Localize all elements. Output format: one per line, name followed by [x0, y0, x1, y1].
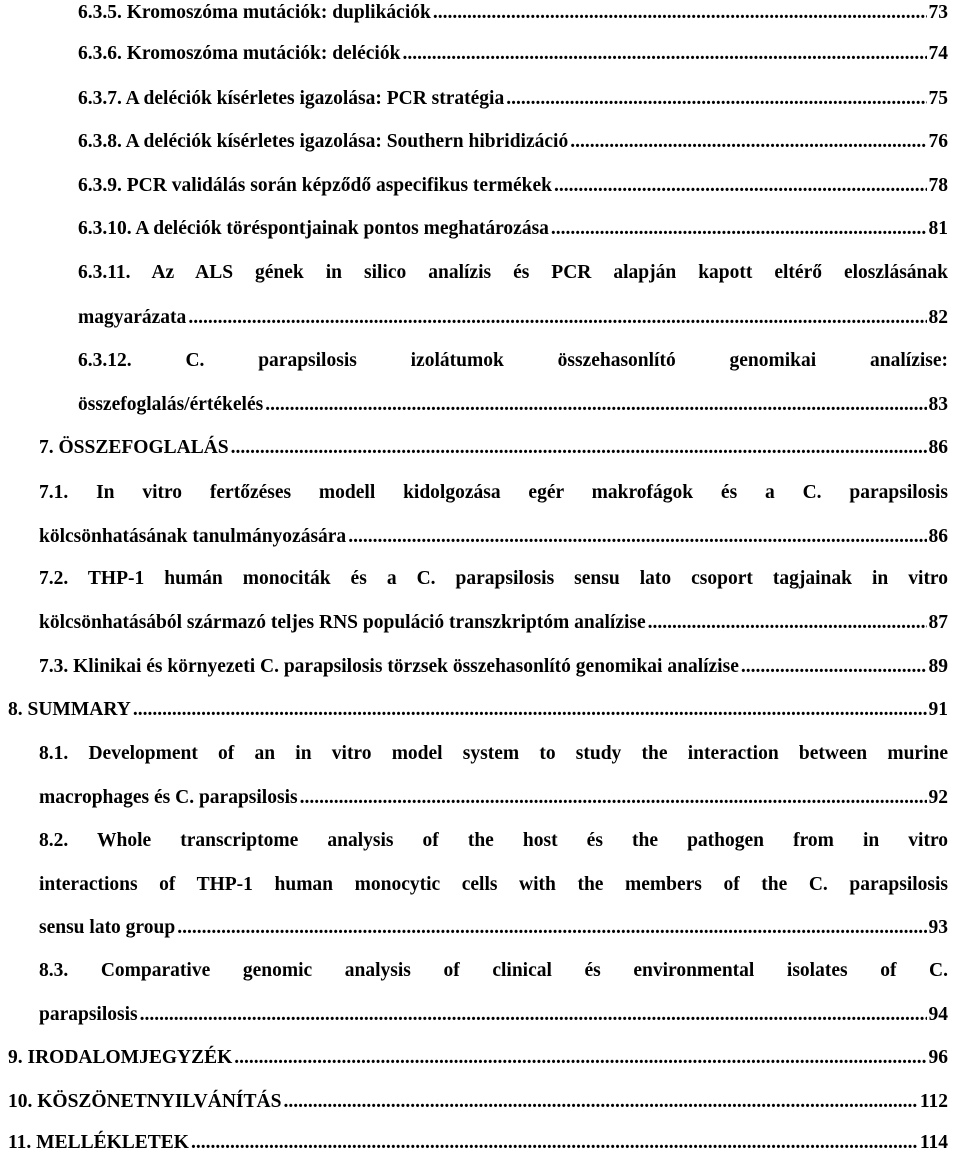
toc-entry-line [78, 129, 948, 155]
toc-page-number: 92 [928, 787, 948, 808]
toc-entry-title: 7.3. Klinikai és környezeti C. parapsilosis törzsek összehasonlító genomikai analízise [39, 656, 739, 677]
toc-entry-line [39, 654, 948, 680]
toc-page-number: 82 [928, 307, 948, 328]
toc-entry[interactable] [0, 86, 960, 112]
toc-entry-first-line[interactable] [0, 260, 960, 286]
dot-leader [140, 1002, 927, 1028]
toc-entry-line [78, 305, 948, 331]
toc-entry-title-line1: 6.3.12. C. parapsilosis izolátumok összehasonlító genomikai analízise: [78, 350, 948, 371]
toc-entry[interactable] [0, 216, 960, 242]
dot-leader [283, 1089, 917, 1115]
toc-entry[interactable] [0, 305, 960, 331]
toc-entry-title: kölcsönhatásának tanulmányozására [39, 526, 347, 547]
toc-entry-line [78, 392, 948, 418]
toc-entry-title: 6.3.9. PCR validálás során képződő aspecifikus termékek [78, 175, 552, 196]
toc-entry[interactable] [0, 524, 960, 550]
dot-leader [402, 41, 926, 67]
dot-leader [234, 1045, 926, 1071]
toc-entry-title: 9. IRODALOMJEGYZÉK [8, 1047, 233, 1068]
toc-entry-title: magyarázata [78, 307, 187, 328]
toc-entry-title: parapsilosis [39, 1004, 138, 1025]
toc-page-number: 112 [919, 1091, 948, 1112]
toc-entry-first-line[interactable] [0, 828, 960, 854]
toc-entry-title: 11. MELLÉKLETEK [8, 1132, 189, 1153]
dot-leader [265, 392, 926, 418]
toc-entry[interactable] [0, 915, 960, 941]
toc-entry[interactable] [0, 1089, 960, 1115]
toc-entry[interactable] [0, 173, 960, 199]
toc-entry-second-line[interactable] [0, 872, 960, 898]
dot-leader [300, 785, 927, 811]
toc-page-number: 87 [928, 612, 948, 633]
toc-entry-title: 10. KÖSZÖNETNYILVÁNÍTÁS [8, 1091, 282, 1112]
toc-entry-line [78, 216, 948, 242]
toc-entry-title: 7. ÖSSZEFOGLALÁS [39, 437, 229, 458]
toc-page-number: 91 [928, 699, 948, 720]
dot-leader [188, 305, 926, 331]
dot-leader [133, 697, 927, 723]
toc-entry-line [39, 610, 948, 636]
toc-entry[interactable] [0, 610, 960, 636]
toc-entry[interactable] [0, 392, 960, 418]
toc-page-number: 96 [928, 1047, 948, 1068]
toc-entry-line [8, 1045, 948, 1071]
dot-leader [433, 0, 927, 26]
toc-page-number: 89 [928, 656, 948, 677]
toc-entry-title-line1: 7.2. THP-1 humán monociták és a C. parapsilosis sensu lato csoport tagjainak in vitro [39, 568, 948, 589]
toc-entry-line [78, 0, 948, 26]
toc-page-number: 86 [928, 526, 948, 547]
toc-page-number: 73 [928, 2, 948, 23]
toc-entry-title: kölcsönhatásából származó teljes RNS populáció transzkriptóm analízise [39, 612, 646, 633]
toc-entry-line [39, 915, 948, 941]
toc-entry-title-line1: 7.1. In vitro fertőzéses modell kidolgozása egér makrofágok és a C. parapsilosis [39, 482, 948, 503]
toc-page-number: 94 [928, 1004, 948, 1025]
toc-entry-line [78, 41, 948, 67]
toc-page-number: 83 [928, 394, 948, 415]
toc-page-number: 86 [928, 437, 948, 458]
toc-entry-first-line[interactable] [0, 566, 960, 592]
dot-leader [554, 173, 927, 199]
toc-entry-title: macrophages és C. parapsilosis [39, 787, 298, 808]
toc-entry-line [39, 1002, 948, 1028]
toc-entry-title: 6.3.8. A deléciók kísérletes igazolása: Southern hibridizáció [78, 131, 569, 152]
toc-page-number: 93 [928, 917, 948, 938]
toc-entry-title: 6.3.5. Kromoszóma mutációk: duplikációk [78, 2, 431, 23]
dot-leader [741, 654, 927, 680]
toc-entry-first-line[interactable] [0, 348, 960, 374]
toc-entry-first-line[interactable] [0, 958, 960, 984]
toc-entry[interactable] [0, 1130, 960, 1156]
toc-entry[interactable] [0, 1002, 960, 1028]
toc-entry-title-line2: interactions of THP-1 human monocytic cells with the members of the C. parapsilosis [39, 874, 948, 895]
toc-entry-title-line1: 6.3.11. Az ALS gének in silico analízis és PCR alapján kapott eltérő eloszlásának [78, 262, 948, 283]
toc-entry-line [78, 86, 948, 112]
dot-leader [231, 435, 927, 461]
toc-entry[interactable] [0, 654, 960, 680]
toc-entry-title-line1: 8.2. Whole transcriptome analysis of the host és the pathogen from in vitro [39, 830, 948, 851]
toc-entry-title: 6.3.7. A deléciók kísérletes igazolása: PCR stratégia [78, 88, 505, 109]
toc-entry[interactable] [0, 1045, 960, 1071]
toc-entry-line [8, 697, 948, 723]
toc-entry-title: 6.3.10. A deléciók töréspontjainak pontos meghatározása [78, 218, 549, 239]
toc-page-number: 75 [928, 88, 948, 109]
dot-leader [551, 216, 927, 242]
toc-entry-line [39, 524, 948, 550]
toc-entry[interactable] [0, 435, 960, 461]
toc-entry-line [39, 435, 948, 461]
toc-entry[interactable] [0, 129, 960, 155]
dot-leader [177, 915, 926, 941]
toc-entry-title: összefoglalás/értékelés [78, 394, 264, 415]
toc-page-number: 81 [928, 218, 948, 239]
dot-leader [648, 610, 927, 636]
toc-entry[interactable] [0, 697, 960, 723]
toc-entry-title: 6.3.6. Kromoszóma mutációk: deléciók [78, 43, 401, 64]
toc-entry-first-line[interactable] [0, 480, 960, 506]
toc-entry-title: 8. SUMMARY [8, 699, 131, 720]
toc-entry-line [39, 785, 948, 811]
toc-entry[interactable] [0, 785, 960, 811]
toc-entry-title-line1: 8.3. Comparative genomic analysis of clinical és environmental isolates of C. [39, 960, 948, 981]
toc-page-number: 76 [928, 131, 948, 152]
toc-entry-title: sensu lato group [39, 917, 176, 938]
toc-entry-line [78, 173, 948, 199]
toc-page-number: 74 [928, 43, 948, 64]
toc-page-number: 114 [919, 1132, 948, 1153]
dot-leader [191, 1130, 918, 1156]
toc-entry-first-line[interactable] [0, 741, 960, 767]
toc-entry-line [8, 1130, 948, 1156]
toc-entry-line [8, 1089, 948, 1115]
dot-leader [348, 524, 926, 550]
toc-page-number: 78 [928, 175, 948, 196]
dot-leader [570, 129, 926, 155]
dot-leader [506, 86, 926, 112]
toc-entry[interactable] [0, 0, 960, 26]
toc-entry[interactable] [0, 41, 960, 67]
toc-entry-title-line1: 8.1. Development of an in vitro model system to study the interaction between murine [39, 743, 948, 764]
